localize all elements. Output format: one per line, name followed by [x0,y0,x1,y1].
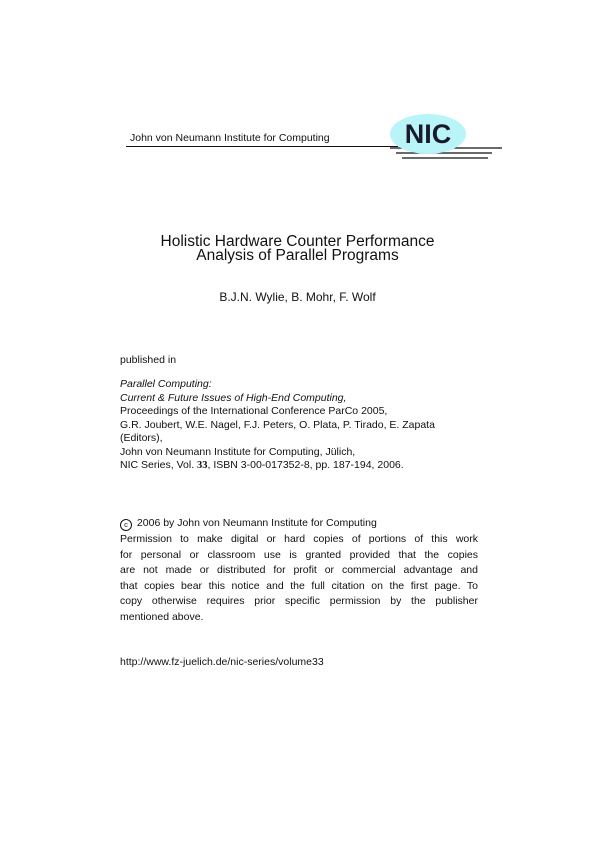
page-header [120,110,505,162]
pub-series-info [120,459,480,473]
pub-publisher: John von Neumann Institute for Computing, Jülich, [120,445,356,458]
header-rule [126,146,398,147]
paper-title-line-2: Analysis of Parallel Programs [196,247,399,264]
nic-logo [372,110,502,160]
published-in-label: published in [120,354,177,366]
publication-details [120,378,480,473]
permission-line: that copies bear this notice and the full citation on the first page. To [120,579,478,592]
paper-title-line-1: Holistic Hardware Counter Performance [160,233,435,250]
pub-series-subtitle: Current & Future Issues of High-End Computing, [120,391,347,404]
pub-series-suffix: , ISBN 3-00-017352-8, pp. 187-194, 2006. [207,459,404,471]
logo-text: NIC [404,119,452,149]
permission-notice [120,532,478,626]
pub-volume-number: 33 [197,460,208,471]
permission-line: for personal or classroom use is granted provided that the copies [120,548,478,561]
authors: B.J.N. Wylie, B. Mohr, F. Wolf [219,290,376,304]
pub-series-prefix: NIC Series, Vol. [120,459,198,471]
permission-line: copy otherwise requires prior specific permission by the publisher [120,595,478,608]
permission-line: Permission to make digital or hard copies of portions of this work [120,533,478,545]
pub-editors: G.R. Joubert, W.E. Nagel, F.J. Peters, O. Plata, P. Tirado, E. Zapata [120,418,435,431]
permission-line: mentioned above. [120,610,204,623]
pub-proceedings: Proceedings of the International Conference ParCo 2005, [120,405,388,417]
copyright-text: 2006 by John von Neumann Institute for Computing [136,517,377,529]
volume-url-link[interactable]: http://www.fz-juelich.de/nic-series/volume33 [120,656,324,668]
header-institute-name: John von Neumann Institute for Computing [130,132,330,144]
copyright-icon: c [120,519,132,531]
pub-series-title: Parallel Computing: [120,378,212,390]
pub-editors-label: (Editors), [120,432,163,444]
permission-line: are not made or distributed for profit or commercial advantage and [120,564,478,577]
copyright-notice [120,517,377,531]
